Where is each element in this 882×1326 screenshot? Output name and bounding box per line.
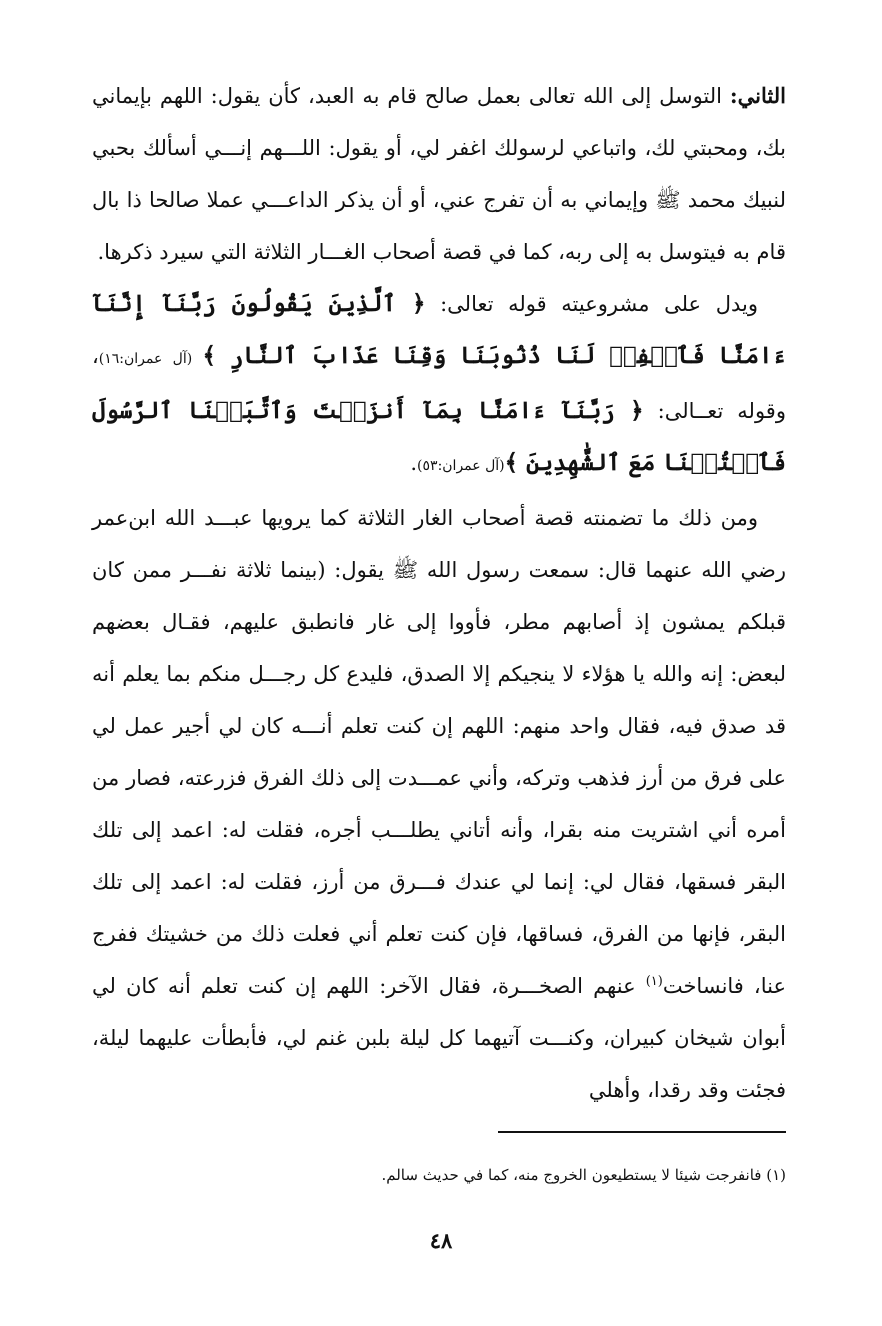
paragraph-lead-word: الثاني: (729, 83, 786, 108)
story-text-part-2: عنهم الصخـــرة، فقال الآخر: اللهم إن كنت تعلم أنه كان لي أبوان شيخان كبيران، وكنـــت آتيهما كل ليلة بلبن غنم لي، فأبطأت عليهما ليلة، فجئت وقد رقدا، وأهلي (92, 974, 786, 1102)
evidence-end: . (410, 451, 418, 475)
page-number: ٤٨ (429, 1228, 453, 1253)
quran-verse-1: ﴿ ٱلَّذِينَ يَقُولُونَ رَبَّنَآ إِنَّنَآ ءَامَنَّا فَٱغۡفِرۡ لَنَا ذُنُوبَنَا وَقِنَا عَذَابَ ٱلنَّارِ ﴾ (92, 290, 787, 369)
paragraph-cave-story (92, 492, 786, 1116)
footnote: (١) فانفرجت شيئا لا يستطيعون الخروج منه، كما في حديث سالم. (381, 1166, 786, 1184)
quran-verse-2: ﴿ رَبَّنَآ ءَامَنَّا بِمَآ أَنزَلۡتَ وَٱتَّبَعۡنَا ٱلرَّسُولَ فَٱكۡتُبۡنَا مَعَ ٱلشَّٰهِدِينَ ﴾ (92, 397, 786, 476)
verse-reference-1: (آل عمران:١٦) (98, 351, 203, 367)
paragraph-second-type (92, 70, 786, 278)
evidence-intro: ويدل على مشروعيته قوله تعالى: (425, 292, 759, 316)
footnote-divider (498, 1131, 786, 1133)
evidence-middle: ، وقوله تعــالى: (92, 344, 786, 423)
verse-reference-2: (آل عمران:٥٣) (417, 458, 505, 474)
paragraph-text: التوسل إلى الله تعالى بعمل صالح قام به العبد، كأن يقول: اللهم بإيماني بك، ومحبتي لك، واتباعي لرسولك اغفر لي، أو يقول: اللـــهم إنـــي أسألك بحبي لنبيك محمد ﷺ وإيماني به أن تفرج عني، أو أن يذكر الداعـــي عملا صالحا ذا بال قام به فيتوسل به إلى ربه، كما في قصة أصحاب الغـــار الثلاثة التي سيرد ذكرها. (92, 84, 786, 264)
paragraph-evidence (92, 278, 786, 492)
main-text (92, 70, 786, 1116)
story-text-part-1: ومن ذلك ما تضمنته قصة أصحاب الغار الثلاثة كما يرويها عبـــد الله ابن‌عمر رضي الله عنهما قال: سمعت رسول الله ﷺ يقول: (بينما ثلاثة نفـــر ممن كان قبلكم يمشون إذ أصابهم مطر، فأووا إلى غار فانطبق عليهم، فقـال بعضهم لبعض: إنه والله يا هؤلاء لا ينجيكم إلا الصدق، فليدع كل رجـــل منكم بما يعلم أنه قد صدق فيه، فقال واحد منهم: اللهم إن كنت تعلم أنـــه كان لي أجير عمل لي على فرق من أرز فذهب وتركه، وأني عمـــدت إلى ذلك الفرق فزرعته، فصار من أمره أني اشتريت منه بقرا، وأنه أتاني يطلـــب أجره، فقلت له: اعمد إلى تلك البقر فسقها، فقال لي: إنما لي عندك فـــرق من أرز، فقلت له: اعمد إلى تلك البقر، فإنها من الفرق، فساقها، فإن كنت تعلم أني فعلت ذلك من خشيتك ففرج عنا، فانساخت (92, 506, 786, 998)
footnote-marker: (١) (645, 974, 663, 989)
